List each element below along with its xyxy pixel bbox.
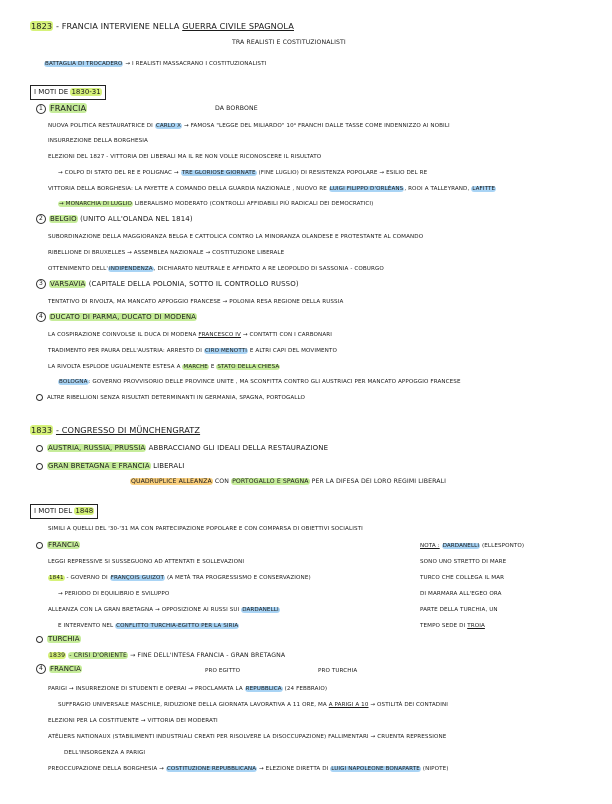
note-title: NOTA : DARDANELLI (ELLESPONTO) <box>420 543 525 549</box>
year-1823: 1823 <box>31 21 53 31</box>
line-a6: → MONARCHIA DI LUGLIO LIBERALISMO MODERATO (CONTROLLI AFFIDABILI PIÙ RADICALI DEI DEMOCRATICI) <box>59 201 374 207</box>
note-line-4: DI MARMARA ALL'EGEO ORA <box>420 591 502 597</box>
line-f2: 1841 - GOVERNO DI FRANÇOIS GUIZOT (A METÀ TRA PROGRESSISMO E CONSERVAZIONE) <box>49 575 311 581</box>
line-g4: ATÉLIERS NATIONAUX (STABILIMENTI INDUSTRIALI CREATI PER RISOLVERE LA DISOCCUPAZIONE) FALLIMENTARI → CRUENTA REPRESSIONE <box>48 734 447 740</box>
borbone-note: DA BORBONE <box>215 105 258 112</box>
note-line-5: PARTE DELLA TURCHIA, UN <box>420 607 498 613</box>
line-a4: → COLPO DI STATO DEL RE E POLIGNAC → TRE GLORIOSE GIORNATE (FINE LUGLIO) DI RESISTENZA POPOLARE → ESILIO DEL RE <box>58 170 428 176</box>
section-1833-heading: 1833 - CONGRESSO DI MÜNCHENGRATZ <box>31 425 201 435</box>
line-1833-2: GRAN BRETAGNA E FRANCIA LIBERALI <box>36 460 184 472</box>
item-4-heading: 4 DUCATO DI PARMA, DUCATO DI MODENA <box>36 311 197 323</box>
section-title-1830: I MOTI DE 1830-31 <box>30 85 106 100</box>
line-g6: PREOCCUPAZIONE DELLA BORGHESIA → COSTITUZIONE REPUBBLICANA → ELEZIONE DIRETTA DI LUIGI NAPOLEONE BONAPARTE (NIPOTE) <box>48 766 449 772</box>
line-b2: RIBELLIONE DI BRUXELLES → ASSEMBLEA NAZIONALE → COSTITUZIONE LIBERALE <box>48 250 285 256</box>
bullet-dot <box>36 542 43 549</box>
line-a3: ELEZIONI DEL 1827 - VITTORIA DEI LIBERALI MA IL RE NON VOLLE RICONOSCERE IL RISULTATO <box>48 154 322 160</box>
line-a5: VITTORIA DELLA BORGHESIA: LA FAYETTE A COMANDO DELLA GUARDIA NAZIONALE , NUOVO RE LUIGI FILIPPO D'ORLÉANS, ROOI A TALLEYRAND, LAFITTE <box>48 186 496 192</box>
bullet-dot <box>36 636 43 643</box>
line-g3: ELEZIONI PER LA COSTITUENTE → VITTORIA DEI MODERATI <box>48 718 218 724</box>
intro-1848: SIMILI A QUELLI DEL '30-'31 MA CON PARTECIPAZIONE POPOLARE E CON COMPARSA DI OBIETTIVI SOCIALISTI <box>48 526 363 532</box>
bullet-dot <box>36 394 43 401</box>
line-d3: LA RIVOLTA ESPLODE UGUALMENTE ESTESA A MARCHE E STATO DELLA CHIESA <box>48 364 280 370</box>
line-d4: BOLOGNA: GOVERNO PROVVISORIO DELLE PROVINCE UNITE , MA SCONFITTA CONTRO GLI AUSTRIACI PER MANCATO APPOGGIO FRANCESE <box>59 379 461 385</box>
line-g5: DELL'INSORGENZA A PARIGI <box>64 750 146 756</box>
turchia-heading: TURCHIA <box>36 633 81 645</box>
line-t1: 1839 - CRISI D'ORIENTE → FINE DELL'INTESA FRANCIA - GRAN BRETAGNA <box>49 652 286 659</box>
year-1833: 1833 <box>31 425 53 435</box>
line-g1: PARIGI → INSURREZIONE DI STUDENTI E OPERAI → PROCLAMATA LA REPUBBLICA (24 FEBBRAIO) <box>48 686 328 692</box>
line-f4: ALLEANZA CON LA GRAN BRETAGNA → OPPOSIZIONE AI RUSSI SUI DARDANELLI <box>48 607 279 613</box>
line-f1: LEGGI REPRESSIVE SI SUSSEGUONO AD ATTENTATI E SOLLEVAZIONI <box>48 559 245 565</box>
pro-turchia-note: PRO TURCHIA <box>318 668 358 674</box>
section-1823-line: 1823 - FRANCIA INTERVIENE NELLA GUERRA CIVILE SPAGNOLA <box>31 21 294 31</box>
line-b1: SUBORDINAZIONE DELLA MAGGIORANZA BELGA E CATTOLICA CONTRO LA MINORANZA OLANDESE E PROTESTANTE AL COMANDO <box>48 234 424 240</box>
line-g2: SUFFRAGIO UNIVERSALE MASCHILE, RIDUZIONE DELLA GIORNATA LAVORATIVA A 11 ORE, MA A PARIGI A 10 → OSTILITÀ DEI CONTADINI <box>58 702 448 708</box>
item-3-heading: 3 VARSAVIA (CAPITALE DELLA POLONIA, SOTTO IL CONTROLLO RUSSO) <box>36 278 299 290</box>
item-2-heading: 2 BELGIO (UNITO ALL'OLANDA NEL 1814) <box>36 213 193 225</box>
pro-egitto-note: PRO EGITTO <box>205 668 241 674</box>
line-f5: E INTERVENTO NEL CONFLITTO TURCHIA-EGITTO PER LA SIRIA <box>58 623 239 629</box>
section-title-1848: I MOTI DEL 1848 <box>30 504 98 519</box>
note-line-3: TURCO CHE COLLEGA IL MAR <box>420 575 505 581</box>
line-b3: OTTENIMENTO DELL'INDIPENDENZA, DICHIARATO NEUTRALE E AFFIDATO A RE LEOPOLDO DI SASSONIA - COBURGO <box>48 266 384 272</box>
realisti-note: TRA REALISTI E COSTITUZIONALISTI <box>232 39 346 46</box>
number-4-badge: 4 <box>36 664 46 674</box>
bullet-dot <box>36 445 43 452</box>
item-4-francia-heading: 4 FRANCIA <box>36 663 82 675</box>
bullet-dot <box>36 463 43 470</box>
item-1-heading: 1 FRANCIA <box>36 102 87 114</box>
number-3-badge: 3 <box>36 279 46 289</box>
note-line-6: TEMPO SEDE DI TROIA <box>420 623 485 629</box>
line-1833-1: AUSTRIA, RUSSIA, PRUSSIA ABBRACCIANO GLI IDEALI DELLA RESTAURAZIONE <box>36 442 328 454</box>
number-1-badge: 1 <box>36 104 46 114</box>
line-d1: LA COSPIRAZIONE COINVOLSE IL DUCA DI MODENA FRANCESCO IV → CONTATTI CON I CARBONARI <box>48 332 332 338</box>
line-c1: TENTATIVO DI RIVOLTA, MA MANCATO APPOGGIO FRANCESE → POLONIA RESA REGIONE DELLA RUSSIA <box>48 299 344 305</box>
note-line-2: SONO UNO STRETTO DI MARE <box>420 559 507 565</box>
line-1833-3: QUADRUPLICE ALLEANZA CON PORTOGALLO E SPAGNA PER LA DIFESA DEI LORO REGIMI LIBERALI <box>131 478 447 485</box>
line-d2: TRADIMENTO PER PAURA DELL'AUSTRIA: ARRESTO DI CIRO MENOTTI E ALTRI CAPI DEL MOVIMENTO <box>48 348 337 354</box>
line-e1: ALTRE RIBELLIONI SENZA RISULTATI DETERMINANTI IN GERMANIA, SPAGNA, PORTOGALLO <box>36 392 305 404</box>
trocadero-line: BATTAGLIA DI TROCADERO → I REALISTI MASSACRANO I COSTITUZIONALISTI <box>45 61 267 67</box>
line-f3: → PERIODO DI EQUILIBRIO E SVILUPPO <box>58 591 170 597</box>
line-a1: NUOVA POLITICA RESTAURATRICE DI CARLO X → FAMOSA "LEGGE DEL MILIARDO" 10⁹ FRANCHI DALLE TASSE COME INDENNIZZO AI NOBILI <box>48 123 450 129</box>
number-4-badge: 4 <box>36 312 46 322</box>
number-2-badge: 2 <box>36 214 46 224</box>
line-a2: INSURREZIONE DELLA BORGHESIA <box>48 138 148 144</box>
francia-heading: FRANCIA <box>36 539 80 551</box>
